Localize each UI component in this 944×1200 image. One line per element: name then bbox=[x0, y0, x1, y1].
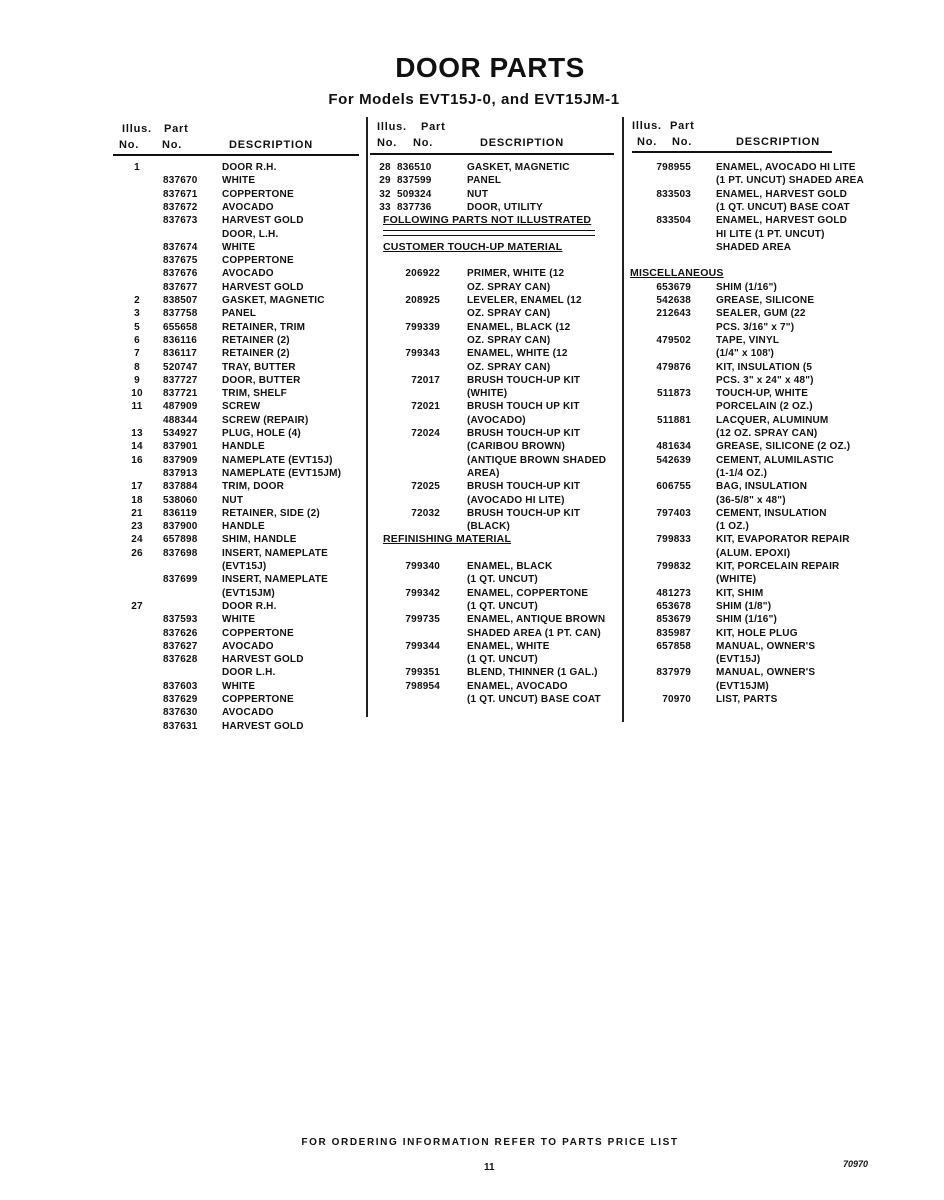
part-description: GREASE, SILICONE bbox=[716, 295, 815, 306]
part-description: GASKET, MAGNETIC bbox=[467, 162, 570, 173]
part-description: BLEND, THINNER (1 GAL.) bbox=[467, 667, 598, 679]
part-number: 538060 bbox=[163, 494, 198, 506]
part-description: SHIM (1/8") bbox=[716, 600, 772, 612]
illus-number: 1 bbox=[134, 162, 140, 173]
part-number: 799343 bbox=[405, 348, 440, 360]
illus-number: 27 bbox=[131, 600, 143, 612]
document-number: 70970 bbox=[843, 1159, 869, 1169]
part-description: (12 OZ. SPRAY CAN) bbox=[716, 428, 818, 439]
part-label: Part bbox=[164, 123, 189, 135]
part-header bbox=[164, 122, 189, 136]
part-number: 481273 bbox=[656, 587, 691, 599]
part-description: ENAMEL, WHITE bbox=[467, 640, 550, 652]
part-description: ENAMEL, COPPERTONE bbox=[467, 587, 589, 599]
part-description: DOOR, L.H. bbox=[222, 228, 279, 240]
part-description: (CARIBOU BROWN) bbox=[467, 441, 565, 453]
part-description: ENAMEL, ANTIQUE BROWN bbox=[467, 614, 606, 626]
part-number: 837674 bbox=[163, 241, 198, 253]
part-description: SHIM (1/16") bbox=[716, 614, 778, 626]
illus-number: 9 bbox=[134, 374, 140, 386]
part-description: LIST, PARTS bbox=[716, 694, 778, 705]
part-row bbox=[0, 613, 944, 626]
part-number: 837630 bbox=[163, 707, 198, 719]
part-no-header: No. bbox=[672, 136, 693, 148]
description-header: DESCRIPTION bbox=[480, 137, 564, 149]
ordering-footer: FOR ORDERING INFORMATION REFER TO PARTS PRICE LIST bbox=[301, 1137, 679, 1148]
part-description: COPPERTONE bbox=[222, 255, 294, 267]
part-description: RETAINER (2) bbox=[222, 334, 290, 346]
part-description: ENAMEL, AVOCADO bbox=[467, 680, 568, 692]
part-description: (BLACK) bbox=[467, 521, 511, 533]
section-heading bbox=[0, 267, 944, 280]
illus-number: 13 bbox=[131, 428, 143, 439]
illus-number: 8 bbox=[134, 361, 140, 373]
illus-number: 14 bbox=[131, 441, 143, 453]
part-description: SEALER, GUM (22 bbox=[716, 308, 806, 320]
part-row bbox=[0, 400, 944, 413]
part-row bbox=[0, 174, 944, 187]
part-row bbox=[0, 440, 944, 453]
part-description: ENAMEL, HARVEST GOLD bbox=[716, 188, 848, 200]
part-number: 657898 bbox=[163, 534, 198, 546]
part-row bbox=[0, 454, 944, 467]
part-description: WHITE bbox=[222, 241, 256, 253]
part-number: 837593 bbox=[163, 614, 198, 626]
part-description: INSERT, NAMEPLATE bbox=[222, 574, 328, 586]
part-number: 479876 bbox=[656, 361, 691, 373]
illus-number: 23 bbox=[131, 521, 143, 533]
part-description: NAMEPLATE (EVT15JM) bbox=[222, 467, 342, 479]
part-row bbox=[0, 387, 944, 400]
blank-line bbox=[0, 254, 944, 267]
part-description: KIT, EVAPORATOR REPAIR bbox=[716, 534, 850, 546]
part-description: KIT, HOLE PLUG bbox=[716, 627, 798, 639]
illus-number: 21 bbox=[131, 507, 143, 519]
part-no-header: No. bbox=[413, 137, 434, 149]
part-description: OZ. SPRAY CAN) bbox=[467, 334, 551, 346]
part-number: 487909 bbox=[163, 401, 198, 413]
illus-number: 16 bbox=[131, 454, 143, 466]
part-number: 72025 bbox=[411, 481, 440, 493]
part-row bbox=[0, 201, 944, 214]
part-number: 799339 bbox=[405, 321, 440, 333]
part-description: HARVEST GOLD bbox=[222, 720, 304, 732]
part-number: 837736 bbox=[397, 201, 432, 213]
part-number: 798955 bbox=[656, 162, 691, 173]
part-number: 837599 bbox=[397, 175, 432, 187]
header-rule bbox=[113, 154, 359, 156]
part-description: SCREW bbox=[222, 401, 261, 413]
part-number: 836117 bbox=[163, 348, 198, 360]
part-row bbox=[0, 547, 944, 560]
part-number: 837671 bbox=[163, 188, 198, 200]
illus-number: 5 bbox=[134, 321, 140, 333]
part-description: OZ. SPRAY CAN) bbox=[467, 308, 551, 320]
part-description: BRUSH TOUCH UP KIT bbox=[467, 401, 580, 413]
part-description: WHITE bbox=[222, 614, 256, 626]
part-description: SHIM (1/16") bbox=[716, 281, 778, 293]
part-row bbox=[0, 294, 944, 307]
part-row bbox=[0, 188, 944, 201]
part-number: 542639 bbox=[656, 454, 691, 466]
part-description: (1 QT. UNCUT) BASE COAT bbox=[467, 694, 601, 705]
part-number: 837884 bbox=[163, 481, 198, 493]
part-description: (EVT15J) bbox=[222, 561, 267, 572]
part-description: (AVOCADO) bbox=[467, 414, 526, 426]
part-row bbox=[0, 587, 944, 600]
illus-number: 18 bbox=[131, 494, 143, 506]
part-description: TOUCH-UP, WHITE bbox=[716, 388, 809, 400]
description-header: DESCRIPTION bbox=[736, 136, 820, 148]
part-row bbox=[0, 307, 944, 320]
part-row bbox=[0, 627, 944, 640]
part-description: (ALUM. EPOXI) bbox=[716, 547, 791, 559]
part-number: 799342 bbox=[405, 587, 440, 599]
part-row bbox=[0, 680, 944, 693]
part-description: (EVT15JM) bbox=[716, 680, 769, 692]
part-description: BRUSH TOUCH-UP KIT bbox=[467, 507, 581, 519]
part-description: PRIMER, WHITE (12 bbox=[467, 268, 565, 280]
page-subtitle: For Models EVT15J-0, and EVT15JM-1 bbox=[328, 91, 620, 108]
part-description: CEMENT, ALUMILASTIC bbox=[716, 454, 834, 466]
part-description: (1 QT. UNCUT) bbox=[467, 600, 538, 612]
part-number: 653679 bbox=[656, 281, 691, 293]
part-description: (36-5/8" x 48") bbox=[716, 494, 786, 506]
illus-number: 28 bbox=[379, 162, 391, 173]
part-description: (AVOCADO HI LITE) bbox=[467, 494, 565, 506]
part-description: OZ. SPRAY CAN) bbox=[467, 361, 551, 373]
part-row bbox=[0, 161, 944, 174]
part-row bbox=[0, 241, 944, 254]
part-number: 72032 bbox=[411, 507, 440, 519]
part-description: RETAINER, TRIM bbox=[222, 321, 306, 333]
page-title: DOOR PARTS bbox=[395, 52, 585, 83]
illus-no-header: No. bbox=[119, 139, 140, 151]
illus-number: 29 bbox=[379, 175, 391, 187]
illus-number: 2 bbox=[134, 295, 140, 306]
part-description: KIT, INSULATION (5 bbox=[716, 361, 813, 373]
part-row bbox=[0, 560, 944, 573]
part-row bbox=[0, 666, 944, 679]
part-description: (1 QT. UNCUT) bbox=[467, 574, 538, 586]
part-number: 72017 bbox=[411, 374, 440, 386]
part-description: ENAMEL, HARVEST GOLD bbox=[716, 215, 848, 227]
part-description: KIT, PORCELAIN REPAIR bbox=[716, 561, 840, 572]
part-description: (WHITE) bbox=[467, 388, 508, 400]
part-number: 837758 bbox=[163, 308, 198, 320]
part-description: (1/4" x 108') bbox=[716, 348, 775, 360]
part-row bbox=[0, 533, 944, 546]
part-row bbox=[0, 640, 944, 653]
part-row bbox=[0, 321, 944, 334]
part-description: WHITE bbox=[222, 175, 256, 187]
part-number: 72021 bbox=[411, 401, 440, 413]
part-description: COPPERTONE bbox=[222, 694, 294, 705]
part-description: NUT bbox=[467, 188, 489, 200]
part-number: 520747 bbox=[163, 361, 198, 373]
part-number: 837670 bbox=[163, 175, 198, 187]
part-description: BAG, INSULATION bbox=[716, 481, 808, 493]
part-number: 837698 bbox=[163, 547, 198, 559]
part-number: 837672 bbox=[163, 201, 198, 213]
part-description: ENAMEL, WHITE (12 bbox=[467, 348, 568, 360]
part-number: 653678 bbox=[656, 600, 691, 612]
part-description: LEVELER, ENAMEL (12 bbox=[467, 295, 582, 306]
part-description: AREA) bbox=[467, 467, 500, 479]
part-description: PORCELAIN (2 OZ.) bbox=[716, 401, 813, 413]
part-number: 837627 bbox=[163, 640, 198, 652]
part-number: 212643 bbox=[656, 308, 691, 320]
part-description: HANDLE bbox=[222, 441, 265, 453]
part-number: 542638 bbox=[656, 295, 691, 306]
part-number: 837631 bbox=[163, 720, 198, 732]
illus-number: 26 bbox=[131, 547, 143, 559]
part-row bbox=[0, 573, 944, 586]
illus-label: Illus. bbox=[122, 123, 152, 135]
part-description: ENAMEL, AVOCADO HI LITE bbox=[716, 162, 856, 173]
part-description: WHITE bbox=[222, 680, 256, 692]
part-row bbox=[0, 494, 944, 507]
part-description: MANUAL, OWNER'S bbox=[716, 640, 816, 652]
part-description: SHADED AREA bbox=[716, 241, 792, 253]
part-number: 655658 bbox=[163, 321, 198, 333]
part-row bbox=[0, 507, 944, 520]
part-description: NAMEPLATE (EVT15J) bbox=[222, 454, 333, 466]
part-header: Part bbox=[421, 121, 446, 133]
part-number: 837676 bbox=[163, 268, 198, 280]
part-number: 836510 bbox=[397, 162, 432, 173]
illus-no-header: No. bbox=[637, 136, 658, 148]
part-number: 837913 bbox=[163, 467, 198, 479]
illus-number: 32 bbox=[379, 188, 391, 200]
part-description: (1 PT. UNCUT) SHADED AREA bbox=[716, 175, 864, 187]
part-description: TAPE, VINYL bbox=[716, 334, 780, 346]
part-description: SHIM, HANDLE bbox=[222, 534, 297, 546]
part-description: SCREW (REPAIR) bbox=[222, 414, 309, 426]
part-number: 799344 bbox=[405, 640, 440, 652]
part-description: SHADED AREA (1 PT. CAN) bbox=[467, 627, 601, 639]
part-description: (1 QT. UNCUT) bbox=[467, 654, 538, 666]
part-number: 799833 bbox=[656, 534, 691, 546]
part-description: (EVT15J) bbox=[716, 654, 761, 666]
illus-number: 11 bbox=[131, 401, 143, 413]
part-description: DOOR R.H. bbox=[222, 162, 277, 173]
part-number: 70970 bbox=[662, 694, 691, 705]
part-row bbox=[0, 467, 944, 480]
part-row bbox=[0, 600, 944, 613]
part-row bbox=[0, 361, 944, 374]
illus-number: 33 bbox=[379, 201, 391, 213]
part-number: 657858 bbox=[656, 640, 691, 652]
illus-number: 3 bbox=[134, 308, 140, 320]
part-description: (1 OZ.) bbox=[716, 521, 750, 533]
part-description: DOOR, BUTTER bbox=[222, 374, 301, 386]
part-number: 833504 bbox=[656, 215, 691, 227]
part-description: AVOCADO bbox=[222, 201, 274, 213]
part-number: 837979 bbox=[656, 667, 691, 679]
part-description: TRIM, SHELF bbox=[222, 388, 287, 400]
part-row bbox=[0, 228, 944, 241]
illus-number: 6 bbox=[134, 334, 140, 346]
part-no-header: No. bbox=[162, 139, 183, 151]
page-number: 11 bbox=[484, 1162, 495, 1173]
part-number: 837721 bbox=[163, 388, 198, 400]
part-number: 833503 bbox=[656, 188, 691, 200]
header-rule bbox=[370, 153, 614, 155]
part-description: TRAY, BUTTER bbox=[222, 361, 296, 373]
part-description: RETAINER, SIDE (2) bbox=[222, 507, 320, 519]
part-row bbox=[0, 693, 944, 706]
section-heading-text: REFINISHING MATERIAL bbox=[383, 533, 512, 546]
part-description: TRIM, DOOR bbox=[222, 481, 284, 493]
part-number: 479502 bbox=[656, 334, 691, 346]
part-description: AVOCADO bbox=[222, 640, 274, 652]
part-number: 853679 bbox=[656, 614, 691, 626]
part-number: 837673 bbox=[163, 215, 198, 227]
illus-header: Illus. bbox=[377, 121, 407, 133]
part-description: HARVEST GOLD bbox=[222, 281, 304, 293]
part-description: HI LITE (1 PT. UNCUT) bbox=[716, 228, 825, 240]
part-number: 837629 bbox=[163, 694, 198, 705]
part-number: 837900 bbox=[163, 521, 198, 533]
part-number: 837675 bbox=[163, 255, 198, 267]
part-description: HARVEST GOLD bbox=[222, 215, 304, 227]
part-row bbox=[0, 214, 944, 227]
part-number: 799340 bbox=[405, 561, 440, 572]
part-number: 511873 bbox=[656, 388, 691, 400]
part-row bbox=[0, 520, 944, 533]
part-number: 837901 bbox=[163, 441, 198, 453]
part-number: 488344 bbox=[163, 414, 198, 426]
part-row bbox=[0, 427, 944, 440]
part-number: 797403 bbox=[656, 507, 691, 519]
part-description: ENAMEL, BLACK (12 bbox=[467, 321, 571, 333]
section-heading-text: CUSTOMER TOUCH-UP MATERIAL bbox=[383, 240, 563, 253]
part-number: 799832 bbox=[656, 561, 691, 572]
part-description: DOOR, UTILITY bbox=[467, 201, 543, 213]
part-number: 509324 bbox=[397, 188, 432, 200]
part-description: PCS. 3" x 24" x 48") bbox=[716, 374, 814, 386]
part-number: 837699 bbox=[163, 574, 198, 586]
part-description: ENAMEL, BLACK bbox=[467, 561, 553, 572]
header-rule bbox=[632, 151, 832, 153]
part-header: Part bbox=[670, 120, 695, 132]
part-number: 206922 bbox=[405, 268, 440, 280]
part-number: 837603 bbox=[163, 680, 198, 692]
part-description: GASKET, MAGNETIC bbox=[222, 295, 325, 306]
part-description: OZ. SPRAY CAN) bbox=[467, 281, 551, 293]
part-description: PCS. 3/16" x 7") bbox=[716, 321, 795, 333]
part-number: 838507 bbox=[163, 295, 198, 306]
part-description: BRUSH TOUCH-UP KIT bbox=[467, 374, 581, 386]
part-number: 799351 bbox=[405, 667, 440, 679]
part-description: PANEL bbox=[467, 175, 502, 187]
part-description: RETAINER (2) bbox=[222, 348, 290, 360]
part-row bbox=[0, 720, 944, 733]
part-number: 534927 bbox=[163, 428, 198, 439]
part-description: (ANTIQUE BROWN SHADED bbox=[467, 454, 607, 466]
part-description: PANEL bbox=[222, 308, 257, 320]
part-number: 72024 bbox=[411, 428, 440, 439]
section-heading-text: MISCELLANEOUS bbox=[630, 267, 724, 280]
part-row bbox=[0, 480, 944, 493]
part-description: DOOR R.H. bbox=[222, 600, 277, 612]
part-row bbox=[0, 653, 944, 666]
illus-number: 24 bbox=[131, 534, 143, 546]
part-row bbox=[0, 706, 944, 719]
part-row bbox=[0, 414, 944, 427]
part-description: INSERT, NAMEPLATE bbox=[222, 547, 328, 559]
part-number: 481634 bbox=[656, 441, 691, 453]
illus-no-header: No. bbox=[377, 137, 398, 149]
part-description: HANDLE bbox=[222, 521, 265, 533]
part-number: 799735 bbox=[405, 614, 440, 626]
part-number: 208925 bbox=[405, 295, 440, 306]
part-description: AVOCADO bbox=[222, 268, 274, 280]
part-number: 837628 bbox=[163, 654, 198, 666]
part-row bbox=[0, 281, 944, 294]
part-description: COPPERTONE bbox=[222, 627, 294, 639]
part-number: 798954 bbox=[405, 680, 440, 692]
section-heading-text: FOLLOWING PARTS NOT ILLUSTRATED bbox=[383, 214, 592, 227]
illus-header: Illus. bbox=[632, 120, 662, 132]
part-number: 836116 bbox=[163, 334, 198, 346]
illus-number: 7 bbox=[134, 348, 140, 360]
part-description: (1-1/4 OZ.) bbox=[716, 467, 768, 479]
part-description: BRUSH TOUCH-UP KIT bbox=[467, 428, 581, 439]
part-row bbox=[0, 347, 944, 360]
part-description: KIT, SHIM bbox=[716, 587, 764, 599]
part-row bbox=[0, 374, 944, 387]
illus-number: 10 bbox=[131, 388, 143, 400]
description-header: DESCRIPTION bbox=[229, 139, 313, 151]
part-description: CEMENT, INSULATION bbox=[716, 507, 827, 519]
part-description: (1 QT. UNCUT) BASE COAT bbox=[716, 201, 850, 213]
part-description: HARVEST GOLD bbox=[222, 654, 304, 666]
part-row bbox=[0, 334, 944, 347]
part-description: DOOR L.H. bbox=[222, 667, 276, 679]
part-number: 837677 bbox=[163, 281, 198, 293]
part-description: (WHITE) bbox=[716, 574, 757, 586]
part-description: NUT bbox=[222, 494, 244, 506]
illus-number: 17 bbox=[131, 481, 143, 493]
part-number: 837909 bbox=[163, 454, 198, 466]
part-description: PLUG, HOLE (4) bbox=[222, 428, 301, 439]
part-number: 511881 bbox=[656, 414, 691, 426]
part-number: 835987 bbox=[656, 627, 691, 639]
part-number: 836119 bbox=[163, 507, 198, 519]
part-description: LACQUER, ALUMINUM bbox=[716, 414, 829, 426]
part-description: AVOCADO bbox=[222, 707, 274, 719]
part-number: 606755 bbox=[656, 481, 691, 493]
part-description: COPPERTONE bbox=[222, 188, 294, 200]
part-description: GREASE, SILICONE (2 OZ.) bbox=[716, 441, 851, 453]
part-description: (EVT15JM) bbox=[222, 587, 275, 599]
part-description: MANUAL, OWNER'S bbox=[716, 667, 816, 679]
part-number: 837727 bbox=[163, 374, 198, 386]
part-number: 837626 bbox=[163, 627, 198, 639]
part-description: BRUSH TOUCH-UP KIT bbox=[467, 481, 581, 493]
illus-header bbox=[122, 122, 152, 136]
